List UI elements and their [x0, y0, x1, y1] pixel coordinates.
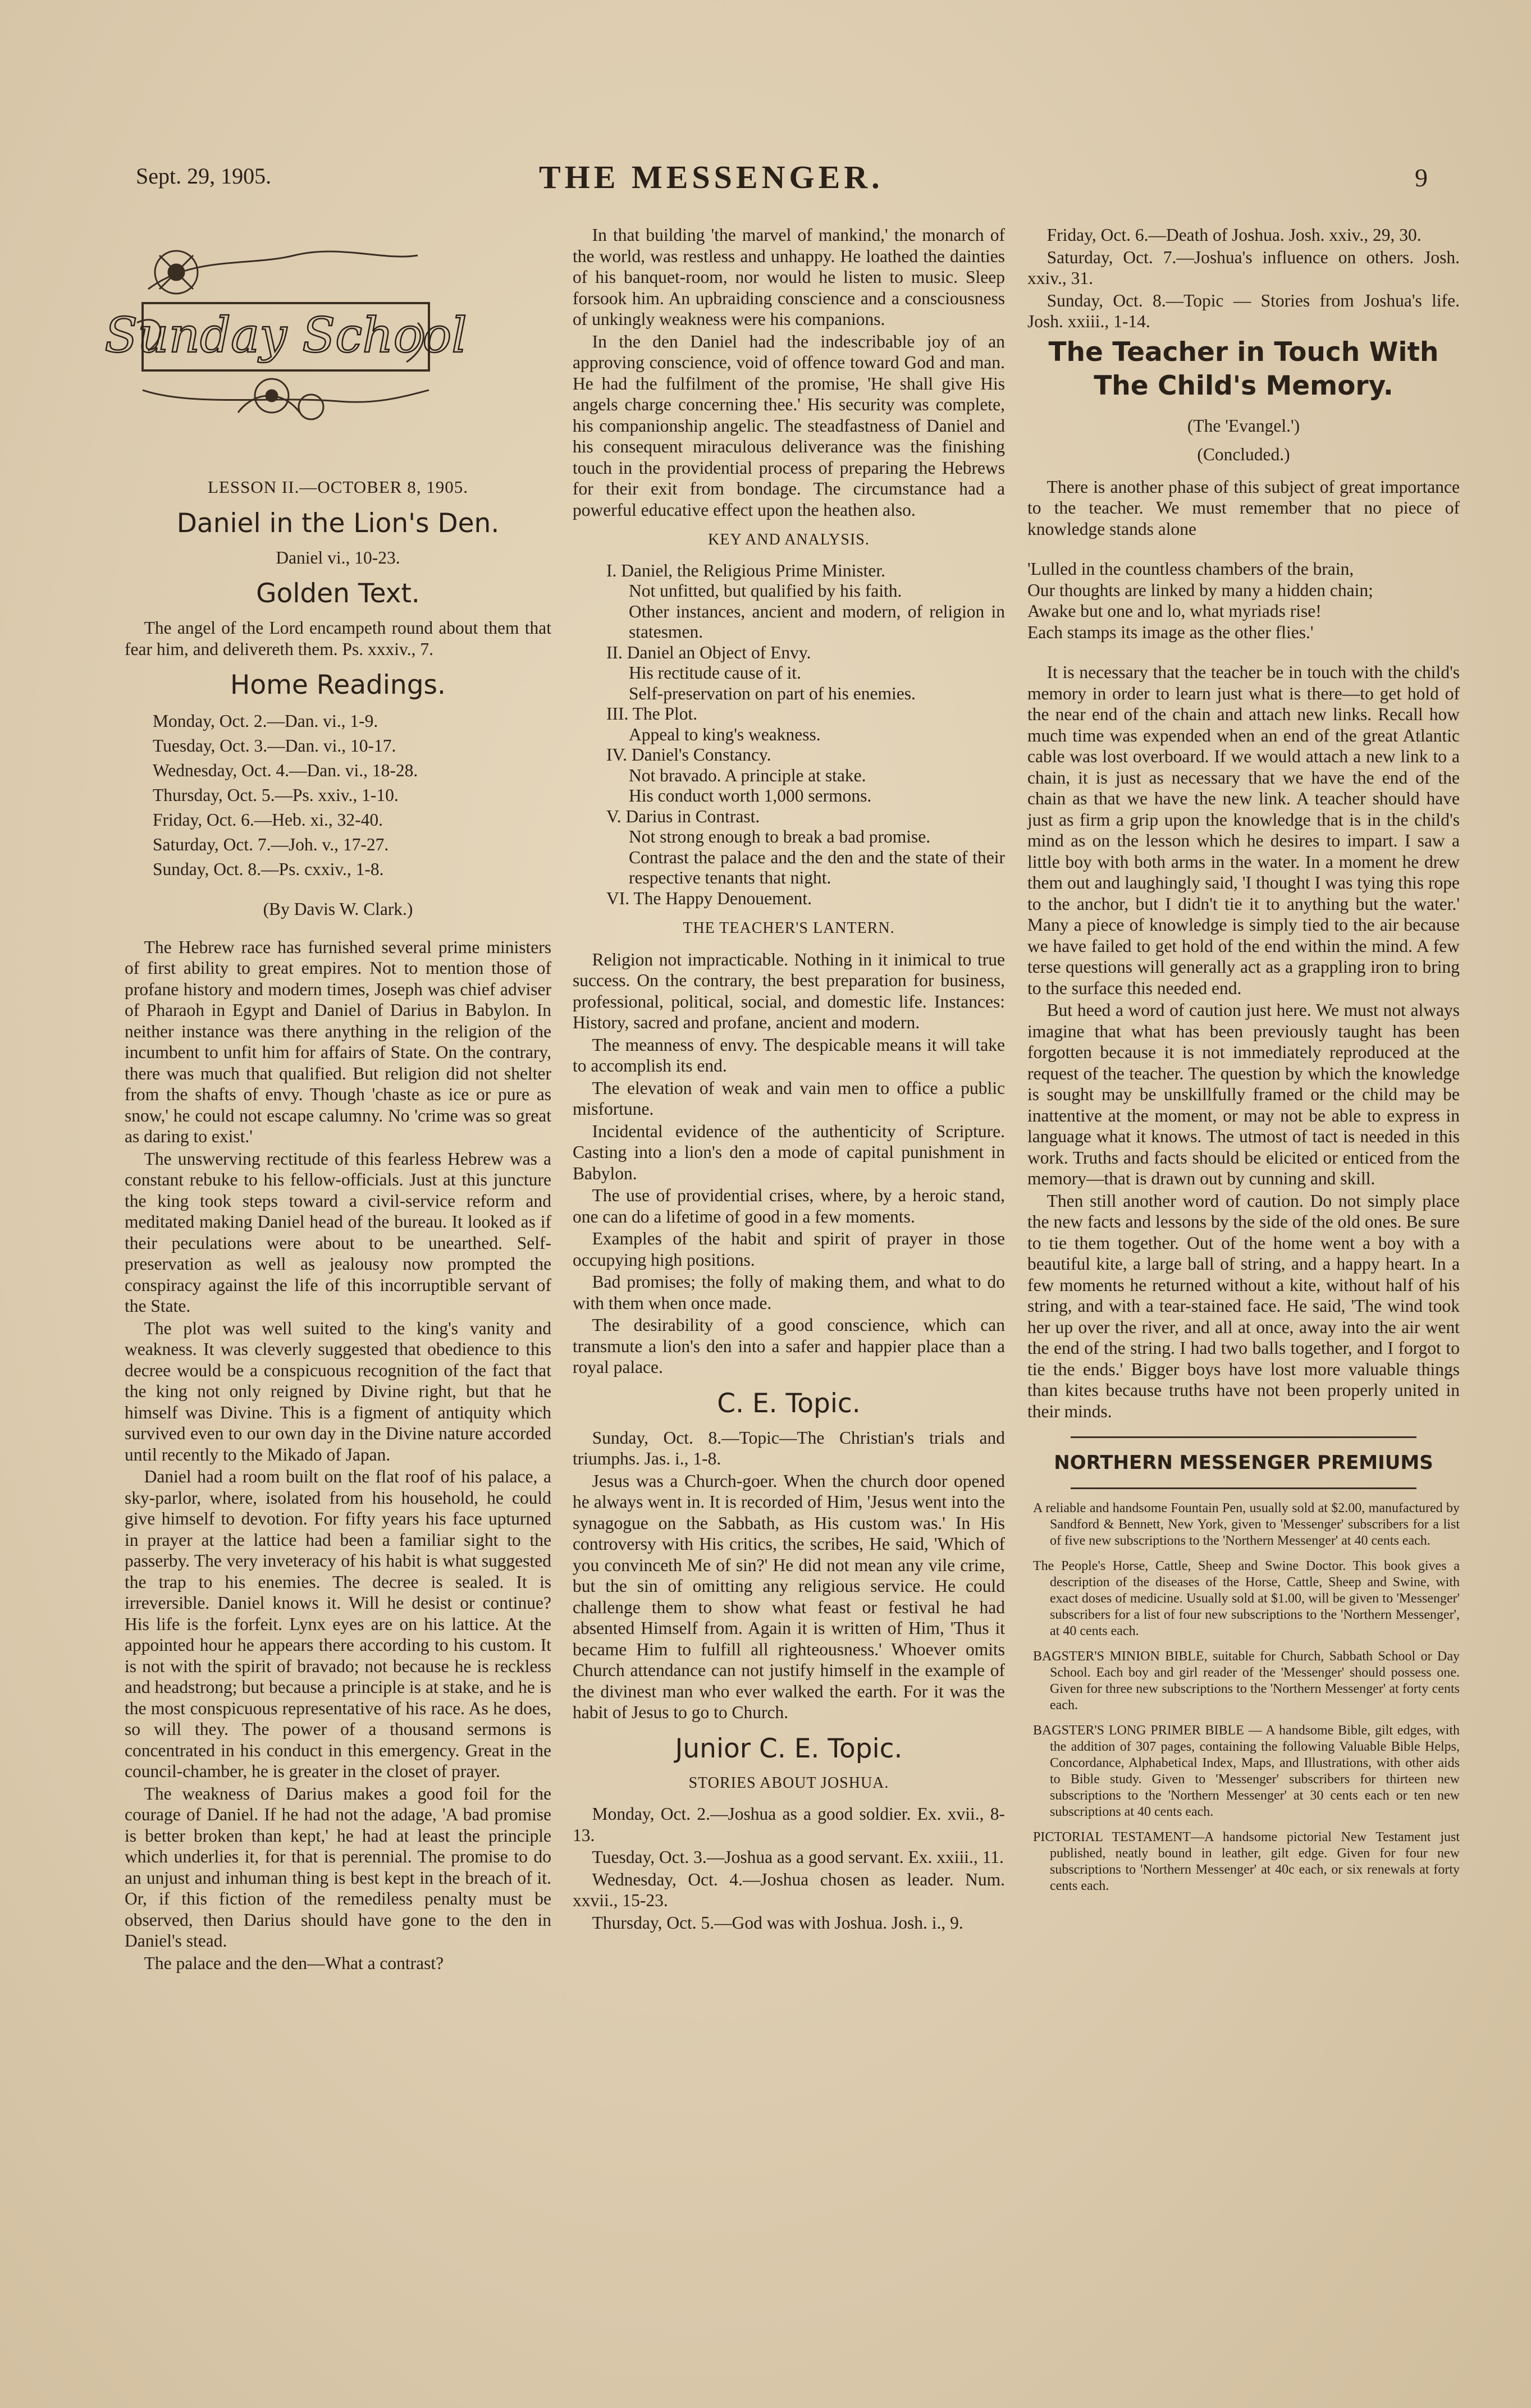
outline-item: Self-preservation on part of his enemies. [629, 683, 916, 703]
outline-item: IV. Daniel's Constancy. [606, 745, 771, 764]
body-paragraph: The palace and the den—What a contrast? [144, 1953, 444, 1973]
issue-date: Sept. 29, 1905. [136, 163, 272, 189]
lantern-paragraph: Examples of the habit and spirit of prayer in those occupying high positions. [573, 1229, 1005, 1270]
body-paragraph: Daniel had a room built on the flat roof of his palace, a sky-parlor, where, isolated from his household, he could give himself to devotion. For fifty years his face upturned in prayer at the lattice had been a familiar sight to the passerby. The very inveteracy of his habit is what suggested the trap to his enemies. The decree is sealed. It is irreversible. Daniel knows it. Will he desist or continue? His life is the forfeit. Lynx eyes are on his lattice. At the appointed hour he appears there according to his custom. It is not with the spirit of bravado; not because he is reckless and headstrong; but because a principle is at stake, and he is the most conspicuous representative of his race. As he does, so will they. The power of a thousand sermons is concentrated in his conduct in this emergency. Great in the council-chamber, he is greater in the closet of prayer. [125, 1467, 551, 1781]
golden-text: The angel of the Lord encampeth round about them that fear him, and delivereth them. Ps. xxxiv., 7. [125, 618, 551, 659]
sunday-school-logo [104, 222, 467, 435]
premiums-title: NORTHERN MESSENGER PREMIUMS [1054, 1452, 1433, 1474]
page-number: 9 [1415, 163, 1428, 192]
premium-item: The People's Horse, Cattle, Sheep and Swine Doctor. This book gives a description of the diseases of the Horse, Cattle, Sheep and Swine, with exact doses of medicine. Usually sold at $1.00, will be given to 'Messenger' subscribers for a list of four new subscriptions to the 'Northern Messenger', at 40 cents each. [1033, 1559, 1460, 1638]
column-1 [104, 222, 551, 1975]
junior-item: Monday, Oct. 2.—Joshua as a good soldier. Ex. xvii., 8-13. [573, 1804, 1005, 1845]
article-concluded: (Concluded.) [1197, 445, 1290, 464]
body-paragraph: Then still another word of caution. Do not simply place the new facts and lessons by the side of the old ones. Be sure to tie them together. Out of the home went a boy with a beautiful kite, a large ball of string, and a happy heart. In a few moments he returned without a kite, without half of his string, and with a tear-stained face. He said, 'The wind took her up over the river, and all at once, away into the air went the end of the string. I had two balls together, and I forgot to tie the ends.' Bigger boys have lost more valuable things than kites because truths have not been properly united in their minds. [1027, 1191, 1460, 1421]
outline-item: V. Darius in Contrast. [606, 806, 760, 826]
section-divider [1071, 1487, 1416, 1489]
lesson-heading: LESSON II.—OCTOBER 8, 1905. [208, 477, 468, 497]
outline-item: II. Daniel an Object of Envy. [606, 642, 811, 662]
lantern-paragraph: The elevation of weak and vain men to office a public misfortune. [573, 1078, 1005, 1119]
lantern-paragraph: Religion not impracticable. Nothing in it inimical to true success. On the contrary, the best preparation for business, professional, political, social, and domestic life. Instances: History, sacred and profane, ancient and modern. [573, 949, 1005, 1032]
outline-item: VI. The Happy Denouement. [606, 888, 812, 908]
masthead-title: THE MESSENGER. [539, 159, 884, 195]
teachers-lantern-title: THE TEACHER'S LANTERN. [683, 919, 895, 937]
body-paragraph: The weakness of Darius makes a good foil for the courage of Daniel. If he had not the adage, 'A bad promise is better broken than kept,' he had at least the principle which underlies it, for that is perennial. The promise to do an unjust and inhuman thing is best kept in the breach of it. Or, if this fiction of the remediless penalty must be observed, then Darius should have gone to the den in Daniel's stead. [125, 1783, 551, 1951]
body-paragraph: In that building 'the marvel of mankind,' the monarch of the world, was restless and unhappy. He loathed the dainties of his banquet-room, nor would he listen to music. Sleep forsook him. An upbraiding conscience and a consciousness of unkingly weakness were his companions. [573, 225, 1005, 329]
verse-line: Our thoughts are linked by many a hidden chain; [1027, 580, 1373, 600]
junior-item: Tuesday, Oct. 3.—Joshua as a good servant. Ex. xxiii., 11. [592, 1847, 1004, 1867]
reading-item: Monday, Oct. 2.—Dan. vi., 1-9. [153, 711, 378, 731]
ce-topic-title: C. E. Topic. [717, 1388, 861, 1419]
premium-item: BAGSTER'S MINION BIBLE, suitable for Church, Sabbath School or Day School. Each boy and girl reader of the 'Messenger' should possess one. Given for three new subscriptions to the 'Northern Messenger' at forty cents each. [1033, 1649, 1460, 1713]
column-2 [573, 225, 1005, 1934]
outline-item: Not bravado. A principle at stake. [629, 765, 866, 785]
lesson-reference: Daniel vi., 10-23. [276, 547, 400, 567]
byline: (By Davis W. Clark.) [263, 899, 413, 919]
premium-item: BAGSTER'S LONG PRIMER BIBLE — A handsome Bible, gilt edges, with the addition of 307 pages, containing the following Valuable Bible Helps, Concordance, Alphabetical Index, Maps, and Illustrations, with other aids to Bible study. Given to 'Messenger' subscribers for thirteen new subscriptions to the 'Northern Messenger' at 30 cents each or ten new subscriptions at 40 cents each. [1033, 1723, 1460, 1819]
verse-line: 'Lulled in the countless chambers of the brain, [1027, 559, 1354, 579]
junior-item: Wednesday, Oct. 4.—Joshua chosen as leader. Num. xxvii., 15-23. [573, 1869, 1005, 1910]
ce-paragraph: Sunday, Oct. 8.—Topic—The Christian's trials and triumphs. Jas. i., 1-8. [573, 1427, 1005, 1468]
junior-item: Saturday, Oct. 7.—Joshua's influence on others. Josh. xxiv., 31. [1027, 247, 1460, 288]
outline-item: Other instances, ancient and modern, of religion in statesmen. [629, 601, 1005, 642]
body-paragraph: The Hebrew race has furnished several prime ministers of first ability to great empires. Not to mention those of profane history and modern times, Joseph was chief adviser of Pharaoh in Egypt and Daniel of Darius in Babylon. In neither instance was there anything in the religion of the incumbent to unfit him for affairs of State. On the contrary, there was much that qualified. But religion did not shelter from the shafts of envy. Though 'chaste as ice or pure as snow,' he could not escape calumny. No 'crime was so great as daring to exist.' [125, 937, 551, 1146]
body-paragraph: The plot was well suited to the king's vanity and weakness. It was cleverly suggested that obedience to this decree would be a conspicuous recognition of the fact that the king not only reigned by Divine right, but that he himself was Divine. This is a figment of antiquity which survived even to our own day in the Divine nature accorded until recently to the Mikado of Japan. [125, 1318, 551, 1464]
lantern-paragraph: The desirability of a good conscience, which can transmute a lion's den into a safer and happier place than a royal palace. [573, 1315, 1005, 1377]
reading-item: Friday, Oct. 6.—Heb. xi., 32-40. [153, 810, 383, 830]
body-paragraph: It is necessary that the teacher be in touch with the child's memory in order to learn just what is there—to get hold of the near end of the chain and attach new links. Recall how much time was expended when an end of the great Atlantic cable was lost overboard. If we would attach a new link to a chain, it is just as necessary that we have the end of the chain as that we have the new link. A teacher should have just as firm a grip upon the knowledge that is in the child's mind as on the lesson which he desires to impart. I saw a little boy with both arms in the water. In a moment he drew them out and laughingly said, 'I thought I was tying this rope to the anchor, but I didn't tie it to anything but the water.' Many a piece of knowledge is simply tied to the air because we have failed to get hold of the end within the mind. A few terse questions will generally act as a grappling iron to bring to the surface this needed end. [1027, 662, 1460, 998]
junior-item: Sunday, Oct. 8.—Topic — Stories from Joshua's life. Josh. xxiii., 1-14. [1027, 290, 1460, 331]
junior-ce-title: Junior C. E. Topic. [675, 1733, 903, 1764]
key-analysis-title: KEY AND ANALYSIS. [708, 531, 870, 548]
body-paragraph: In the den Daniel had the indescribable joy of an approving conscience, void of offence toward God and man. He had the fulfilment of the promise, 'He shall give His angels charge concerning thee.' His security was complete, his companionship angelic. The steadfastness of Daniel and his consequent miraculous deliverance was the finishing touch in the providential process of preparing the Hebrews for their exit from bondage. The circumstance had a powerful educative effect upon the heathen also. [573, 331, 1005, 520]
premium-item: PICTORIAL TESTAMENT—A handsome pictorial New Testament just published, neatly bound in leather, gilt edge. Given for four new subscriptions to 'Northern Messenger' at 40c each, or six renewals at forty cents each. [1033, 1830, 1460, 1893]
home-readings-title: Home Readings. [230, 670, 446, 701]
outline-item: I. Daniel, the Religious Prime Minister. [606, 560, 885, 580]
outline-item: His conduct worth 1,000 sermons. [629, 786, 872, 805]
outline-item: His rectitude cause of it. [629, 663, 802, 683]
premium-item: A reliable and handsome Fountain Pen, usually sold at $2.00, manufactured by Sandford & Bennett, New York, given to 'Messenger' subscribers for a list of five new subscriptions to the 'Northern Messenger' at 40 cents each. [1033, 1501, 1460, 1548]
outline-item: Not strong enough to break a bad promise. [629, 827, 931, 846]
verse-quote [1027, 558, 1460, 643]
outline-item: Not unfitted, but qualified by his faith. [629, 581, 902, 601]
junior-ce-subtitle: STORIES ABOUT JOSHUA. [688, 1774, 889, 1792]
lantern-paragraph: Incidental evidence of the authenticity of Scripture. Casting into a lion's den a mode of capital punishment in Babylon. [573, 1121, 1005, 1183]
reading-item: Tuesday, Oct. 3.—Dan. vi., 10-17. [153, 736, 396, 756]
reading-item: Saturday, Oct. 7.—Joh. v., 17-27. [153, 835, 389, 854]
key-analysis-outline [573, 561, 1005, 909]
lantern-paragraph: Bad promises; the folly of making them, and what to do with them when once made. [573, 1272, 1005, 1313]
reading-item: Sunday, Oct. 8.—Ps. cxxiv., 1-8. [153, 859, 384, 879]
verse-line: Each stamps its image as the other flies.' [1027, 622, 1314, 642]
article-source: (The 'Evangel.') [1187, 415, 1300, 436]
outline-item: Contrast the palace and the den and the state of their respective tenants that night. [629, 847, 1005, 887]
lesson-title: Daniel in the Lion's Den. [176, 507, 500, 539]
sunday-school-logo-art [104, 222, 467, 435]
section-divider [1071, 1436, 1416, 1438]
ce-paragraph: Jesus was a Church-goer. When the church door opened he always went in. It is recorded of Him, 'Jesus went into the synagogue on the Sabbath, as His custom was.' In His controversy with His critics, the scribes, He said, 'Which of you convinceth Me of sin?' He did not mean any vile crime, but the sin of omitting any religious service. He could challenge them to show what feast or festival he had absented Himself from. Again it is written of Him, 'Thus it became Him to fulfill all righteousness.' Whoever omits Church attendance can not justify himself in the example of the divinest man who ever walked the earth. For it was the habit of Jesus to go to Church. [573, 1471, 1005, 1722]
verse-line: Awake but one and lo, what myriads rise! [1027, 601, 1322, 621]
article-intro: There is another phase of this subject of great importance to the teacher. We must remember that no piece of knowledge stands alone [1027, 477, 1460, 539]
column-3 [1027, 225, 1460, 1903]
reading-item: Thursday, Oct. 5.—Ps. xxiv., 1-10. [153, 785, 399, 805]
outline-item: III. The Plot. [606, 704, 698, 724]
body-paragraph: The unswerving rectitude of this fearless Hebrew was a constant rebuke to his fellow-officials. Just at this juncture the king took steps toward a civil-service reform and meditated making Daniel head of the bureau. It looked as if their peculations were about to be unearthed. Self-preservation as well as jealousy now prompted the conspiracy against the life of this incorruptible servant of the State. [125, 1148, 551, 1316]
junior-item: Friday, Oct. 6.—Death of Joshua. Josh. xxiv., 29, 30. [1046, 225, 1422, 245]
logo-text: Sunday School [104, 308, 467, 364]
outline-item: Appeal to king's weakness. [629, 724, 821, 744]
reading-item: Wednesday, Oct. 4.—Dan. vi., 18-28. [153, 761, 418, 780]
lantern-paragraph: The use of providential crises, where, by a heroic stand, one can do a lifetime of good in a few moments. [573, 1185, 1005, 1226]
teacher-article-title: The Teacher in Touch With The Child's Memory. [1048, 336, 1439, 401]
home-readings-list [125, 709, 551, 882]
junior-item: Thursday, Oct. 5.—God was with Joshua. Josh. i., 9. [592, 1912, 963, 1933]
golden-text-title: Golden Text. [256, 578, 420, 609]
lantern-paragraph: The meanness of envy. The despicable means it will take to accomplish its end. [573, 1034, 1005, 1075]
body-paragraph: But heed a word of caution just here. We must not always imagine that what has been previously taught has been forgotten because it is not immediately reproduced at the request of the teacher. The question by which the knowledge is sought may be unskillfully framed or the child may be inattentive at the moment, or may not be able to express in language what it knows. The utmost of tact is needed in this work. Truths and facts should be elicited or enticed from the memory—that is drawn out by cunning and skill. [1027, 1000, 1460, 1188]
